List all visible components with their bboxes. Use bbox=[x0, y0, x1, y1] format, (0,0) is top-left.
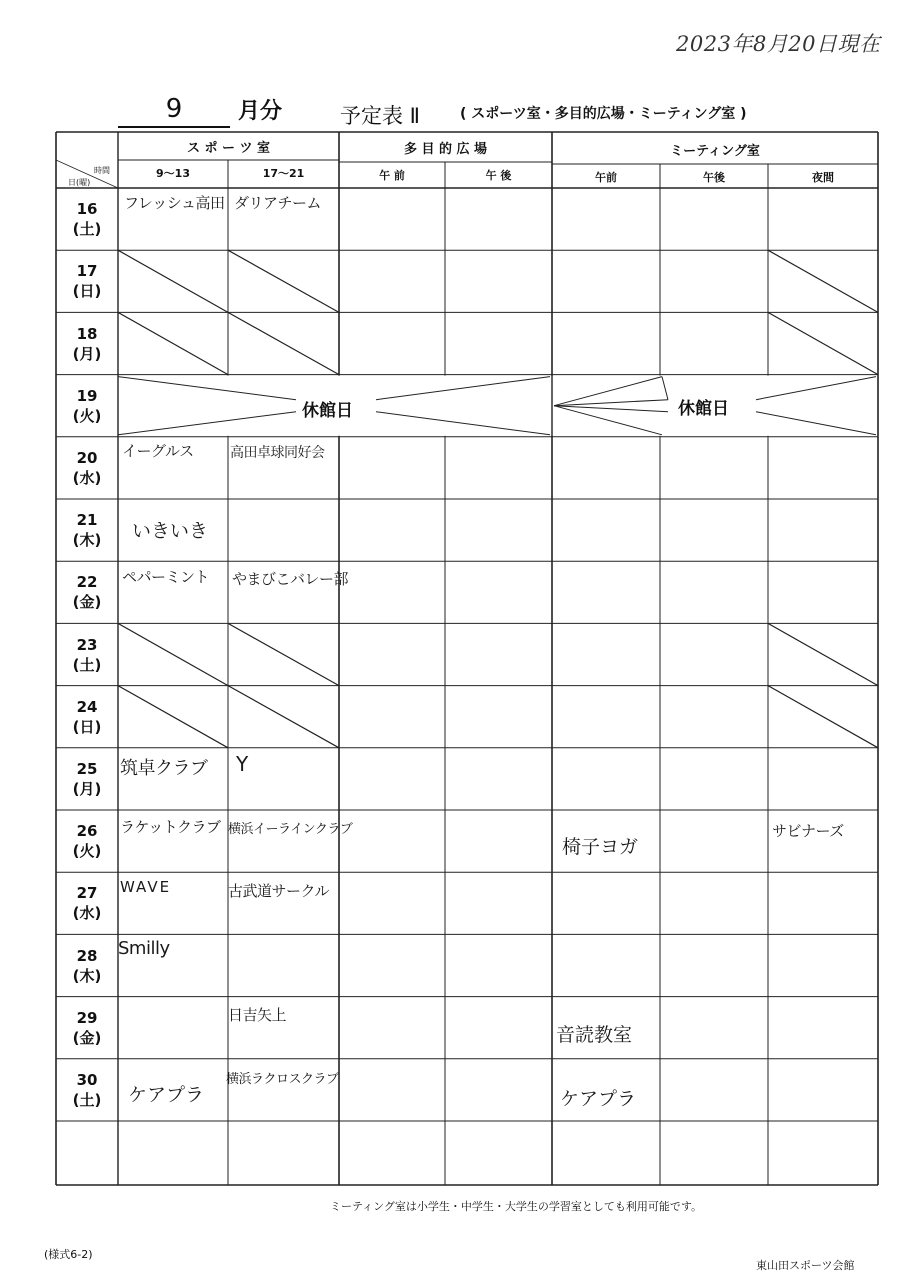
unavailable-diagonal bbox=[228, 623, 339, 685]
schedule-grid bbox=[56, 132, 878, 1185]
entry-30-meeting-am: ケアプラ bbox=[560, 1089, 637, 1110]
day-number: 20 bbox=[76, 448, 98, 467]
header-meeting-slot-night: 夜間 bbox=[812, 171, 834, 184]
header-sports-slot-2: 17～21 bbox=[262, 167, 305, 180]
day-label bbox=[56, 448, 118, 488]
day-label bbox=[56, 883, 118, 923]
form-number: (様式6-2) bbox=[44, 1248, 93, 1261]
facility-name: 東山田スポーツ会館 bbox=[756, 1259, 855, 1272]
day-label bbox=[56, 261, 118, 301]
day-label bbox=[56, 199, 118, 239]
entry-16-sports-am: フレッシュ高田 bbox=[124, 194, 225, 212]
weekday: (月) bbox=[72, 344, 102, 363]
rooms-note: ( スポーツ室・多目的広場・ミーティング室 ) bbox=[460, 106, 747, 122]
title-row bbox=[118, 88, 818, 128]
entry-22-sports-pm: やまびこバレー部 bbox=[232, 570, 349, 588]
header-meeting-slot-am: 午前 bbox=[595, 171, 617, 184]
day-number: 18 bbox=[76, 324, 98, 343]
weekday: (火) bbox=[72, 406, 102, 425]
day-number: 25 bbox=[76, 759, 98, 778]
header-sports-slot-1: 9～13 bbox=[156, 167, 190, 180]
entry-30-sports-pm: 横浜ラクロスクラブ bbox=[226, 1072, 339, 1087]
unavailable-diagonal bbox=[228, 686, 339, 748]
weekday: (土) bbox=[72, 1090, 102, 1109]
weekday: (金) bbox=[72, 1028, 102, 1047]
day-label bbox=[56, 572, 118, 612]
header-meeting-slot-pm: 午後 bbox=[703, 171, 725, 184]
day-label bbox=[56, 821, 118, 861]
entry-29-sports-pm: 日吉矢上 bbox=[228, 1006, 287, 1024]
header-multi-slot-am: 午 前 bbox=[379, 169, 405, 182]
footer-note: ミーティング室は小学生・中学生・大学生の学習室としても利用可能です。 bbox=[330, 1200, 703, 1213]
entry-27-sports-pm: 古武道サークル bbox=[228, 882, 330, 900]
weekday: (日) bbox=[72, 717, 102, 736]
weekday: (日) bbox=[72, 282, 102, 301]
weekday: (月) bbox=[72, 779, 102, 798]
month-label: 月分 bbox=[238, 99, 283, 124]
weekday: (木) bbox=[72, 531, 102, 550]
header-meeting-room: ミーティング室 bbox=[670, 143, 760, 159]
day-label bbox=[56, 510, 118, 550]
day-label bbox=[56, 759, 118, 799]
header-multi-slot-pm: 午 後 bbox=[485, 169, 512, 182]
entry-25-sports-am: 筑卓クラブ bbox=[120, 758, 208, 779]
header-multipurpose: 多 目 的 広 場 bbox=[403, 141, 488, 157]
entry-26-meeting-night: サビナーズ bbox=[772, 822, 844, 840]
unavailable-diagonal bbox=[118, 686, 228, 748]
weekday: (水) bbox=[72, 904, 102, 923]
day-number: 16 bbox=[76, 200, 98, 219]
unavailable-diagonal bbox=[768, 686, 878, 748]
entry-27-sports-am: WAVE bbox=[120, 878, 172, 896]
unavailable-diagonal bbox=[768, 250, 878, 312]
day-label bbox=[56, 386, 118, 426]
entry-26-sports-pm: 横浜イーラインクラブ bbox=[228, 822, 353, 837]
weekday: (火) bbox=[72, 842, 102, 861]
entry-22-sports-am: ペパーミント bbox=[122, 568, 210, 586]
corner-day-label: 日(曜) bbox=[68, 178, 91, 187]
entry-25-sports-pm: Y bbox=[236, 752, 248, 776]
day-number: 29 bbox=[76, 1008, 98, 1027]
closed-day-band bbox=[119, 376, 877, 436]
entry-20-sports-am: イーグルス bbox=[122, 442, 194, 460]
weekday: (木) bbox=[72, 966, 102, 985]
unavailable-diagonal bbox=[228, 250, 339, 312]
weekday: (金) bbox=[72, 593, 102, 612]
day-label bbox=[56, 946, 118, 986]
day-number: 30 bbox=[76, 1070, 98, 1089]
day-number: 28 bbox=[76, 946, 98, 965]
entry-20-sports-pm: 高田卓球同好会 bbox=[230, 445, 325, 461]
day-label bbox=[56, 697, 118, 737]
entry-21-sports-am: いきいき bbox=[132, 521, 209, 542]
day-number: 27 bbox=[76, 884, 98, 903]
entry-16-sports-pm: ダリアチーム bbox=[234, 194, 322, 212]
unavailable-diagonal bbox=[768, 623, 878, 685]
day-number: 22 bbox=[76, 573, 98, 592]
day-number: 19 bbox=[76, 386, 98, 405]
corner-time-label: 時間 bbox=[94, 166, 110, 175]
closed-label-sports: 休館日 bbox=[302, 401, 353, 421]
weekday: (水) bbox=[72, 468, 102, 487]
unavailable-diagonal bbox=[118, 312, 228, 374]
unavailable-diagonal bbox=[118, 623, 228, 685]
entry-26-sports-am: ラケットクラブ bbox=[120, 818, 221, 836]
day-number: 17 bbox=[76, 262, 98, 281]
day-number: 26 bbox=[76, 822, 98, 841]
day-label bbox=[56, 324, 118, 364]
day-label bbox=[56, 1070, 118, 1110]
day-number: 21 bbox=[76, 511, 98, 530]
unavailable-diagonal bbox=[768, 312, 878, 374]
entry-28-sports-am: Smilly bbox=[118, 938, 170, 959]
day-number: 24 bbox=[76, 697, 98, 716]
closed-label-meeting: 休館日 bbox=[678, 399, 729, 419]
entry-26-meeting-am: 椅子ヨガ bbox=[562, 837, 639, 858]
entry-30-sports-am: ケアプラ bbox=[128, 1085, 205, 1106]
day-number: 23 bbox=[76, 635, 98, 654]
as-of-date-note: 2023年8月20日現在 bbox=[676, 32, 881, 56]
schedule-title: 予定表 Ⅱ bbox=[340, 104, 421, 128]
weekday: (土) bbox=[72, 220, 102, 239]
header-sports-room: ス ポ ー ツ 室 bbox=[186, 140, 271, 156]
unavailable-diagonal bbox=[228, 312, 339, 374]
month-number: 9 bbox=[118, 94, 230, 128]
day-label bbox=[56, 1008, 118, 1048]
entry-29-meeting-am: 音読教室 bbox=[556, 1025, 633, 1046]
unavailable-diagonal bbox=[118, 250, 228, 312]
weekday: (土) bbox=[72, 655, 102, 674]
grid-lines bbox=[56, 132, 878, 1185]
day-label bbox=[56, 635, 118, 675]
